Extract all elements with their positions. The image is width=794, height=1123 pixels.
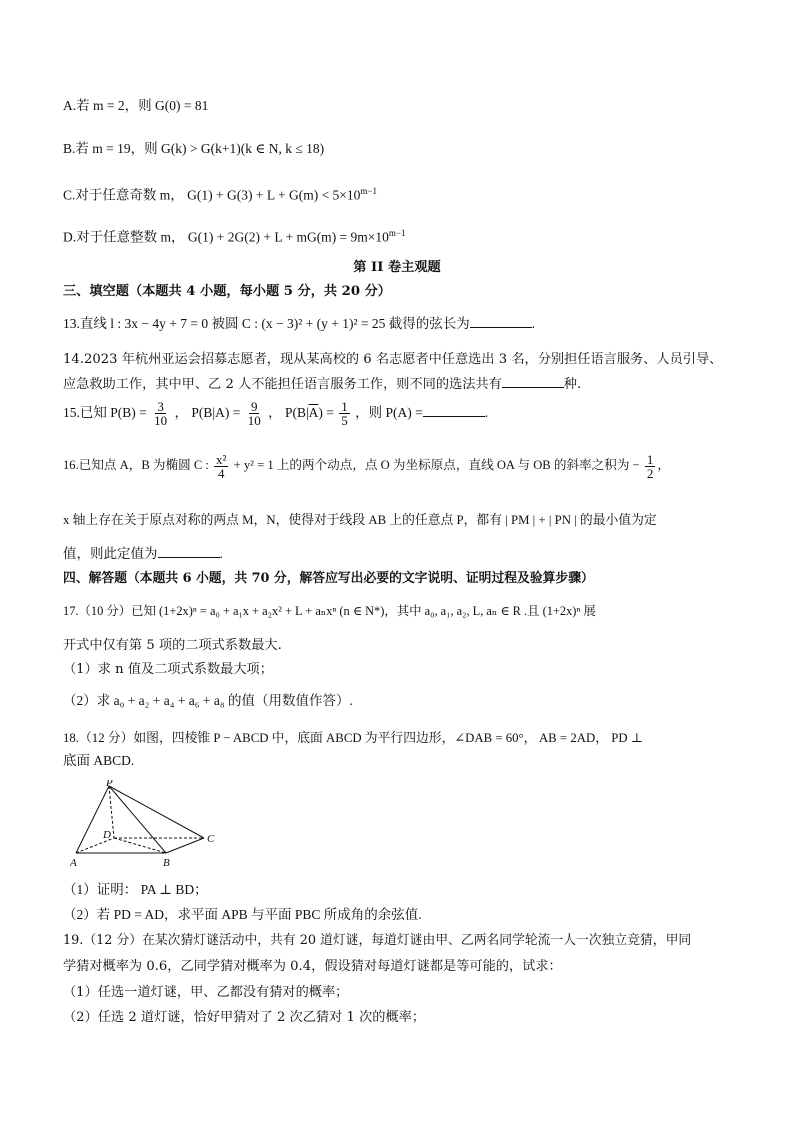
question-16-line3: 值，则此定值为 . — [63, 546, 223, 561]
question-18-sub1: （1）证明： PA ⊥ BD； — [63, 882, 208, 897]
edge-pa — [76, 786, 109, 853]
numerator: 1 — [341, 399, 348, 415]
q15-post: ，则 P(A) = — [355, 405, 423, 420]
q15-mid2: ， P(B| — [268, 405, 309, 420]
section-title: 第 II 卷主观题 — [353, 260, 441, 275]
question-14-text: 应急救助工作，其中甲、乙 2 人不能担任语言服务工作，则不同的选法共有 — [63, 377, 502, 392]
q16-mid: + y² = 1 上的两个动点，点 O 为坐标原点，直线 OA 与 OB 的斜率之积为 − — [233, 458, 640, 472]
denominator: 10 — [154, 413, 168, 429]
pyramid-figure — [70, 780, 230, 870]
answer-blank — [502, 375, 564, 388]
q15-pre: 15.已知 P(B) = — [63, 405, 147, 420]
question-17-line2: 开式中仅有第 5 项的二项式系数最大. — [63, 638, 282, 653]
edge-bc — [166, 838, 204, 853]
q16-pre: 16.已知点 A，B 为椭圆 C : — [63, 458, 209, 472]
option-d — [63, 224, 406, 247]
question-14-line1: 14.2023 年杭州亚运会招募志愿者，现从某高校的 6 名志愿者中任意选出 3 名，分别担任语言服务、人员引导、 — [63, 352, 723, 367]
option-c-exponent: m−1 — [360, 186, 377, 196]
edge-pc — [109, 786, 204, 838]
part3-heading: 三、填空题（本题共 4 小题，每小题 5 分，共 20 分） — [63, 284, 391, 299]
label-a: A — [70, 857, 77, 869]
label-b: B — [163, 857, 170, 869]
fraction — [246, 400, 263, 427]
question-14-line2 — [63, 375, 581, 394]
numerator: 9 — [250, 399, 258, 415]
label-p: P — [106, 780, 113, 789]
answer-blank — [470, 315, 532, 328]
fraction — [339, 400, 350, 427]
label-c: C — [207, 833, 215, 845]
q16-end: ， — [657, 458, 670, 472]
numerator: 1 — [646, 451, 654, 467]
q15-mid1: ， P(B|A) = — [174, 405, 241, 420]
question-17-line1: 17.（10 分）已知 (1+2x)ⁿ = a₀ + a₁x + a₂x² + L + aₙxⁿ (n ∈ N*)，其中 a₀, a₁, a₂, L, aₙ ∈ R .且 (1+2x)ⁿ 展 — [63, 604, 596, 618]
option-a: A.若 m = 2，则 G(0) = 81 — [63, 98, 209, 113]
edge-pb — [109, 786, 166, 853]
option-d-exponent: m−1 — [388, 228, 406, 238]
fraction — [152, 400, 169, 427]
question-13: 13.直线 l : 3x − 4y + 7 = 0 被圆 C : (x − 3)² + (y + 1)² = 25 截得的弦长为 . — [63, 316, 536, 331]
question-19-sub2: （2）任选 2 道灯谜，恰好甲猜对了 2 次乙猜对 1 次的概率； — [63, 1010, 426, 1025]
part4-heading: 四、解答题（本题共 6 小题，共 70 分，解答应写出必要的文字说明、证明过程及验算步骤） — [63, 571, 594, 586]
q16-line3-text: 值，则此定值为 — [63, 546, 158, 561]
question-17-sub2: （2）求 a₀ + a₂ + a₄ + a₆ + a₈ 的值（用数值作答）. — [63, 693, 353, 708]
fraction — [214, 453, 228, 480]
edge-db-hidden — [114, 838, 166, 853]
q15-mid3: ) = — [318, 405, 334, 420]
question-14-tail: 种. — [563, 377, 582, 392]
question-19-line2: 学猜对概率为 0.6，乙同学猜对概率为 0.4，假设猜对每道灯谜都是等可能的，试求： — [63, 959, 562, 974]
question-18-line1: 18.（12 分）如图，四棱锥 P − ABCD 中，底面 ABCD 为平行四边形，∠DAB = 60°， AB = 2AD， PD ⊥ — [63, 731, 643, 745]
denominator: 10 — [247, 413, 261, 429]
numerator: 3 — [157, 399, 164, 415]
question-16-line2: x 轴上存在关于原点对称的两点 M，N，使得对于线段 AB 上的任意点 P，都有 | PM | + | PN | 的最小值为定 — [63, 513, 657, 527]
a-complement: $\overline{A}$ — [308, 405, 319, 420]
question-13-text: 13.直线 l : 3x − 4y + 7 = 0 被圆 C : (x − 3)² + (y + 1)² = 25 截得的弦长为 — [63, 316, 470, 331]
option-d-text: D.对于任意整数 m， G(1) + 2G(2) + L + mG(m) = 9m×10 — [63, 229, 389, 245]
question-15: 15.已知 P(B) = $\frac{3}{10}$ ， P(B|A) = $\frac{9}{10}$ ， $P(B|\overline{A})$ = $\frac{1}{5}$ ，则 P(A) = . — [63, 399, 489, 429]
denominator: 5 — [341, 413, 348, 429]
question-17-sub1: （1）求 n 值及二项式系数最大项； — [63, 662, 273, 677]
question-16-line1 — [63, 450, 670, 480]
question-19-line1: 19.（12 分）在某次猜灯谜活动中，共有 20 道灯谜，每道灯谜由甲、乙两名同学轮流一人一次独立竞猜，甲同 — [63, 933, 692, 948]
option-b: B.若 m = 19，则 G(k) > G(k+1)(k ∈ N, k ≤ 18) — [63, 141, 325, 156]
denominator: 4 — [218, 465, 225, 481]
fraction — [645, 453, 656, 480]
label-d: D — [103, 829, 111, 841]
question-18-sub2: （2）若 PD = AD，求平面 APB 与平面 PBC 所成角的余弦值. — [63, 907, 422, 922]
answer-blank — [158, 545, 220, 558]
question-19-sub1: （1）任选一道灯谜，甲、乙都没有猜对的概率； — [63, 985, 349, 1000]
denominator: 2 — [646, 465, 654, 481]
answer-blank — [423, 404, 485, 417]
option-c — [63, 182, 377, 205]
numerator: x² — [216, 451, 227, 467]
option-c-text: C.对于任意奇数 m， G(1) + G(3) + L + G(m) < 5×10 — [63, 187, 361, 203]
question-18-line2: 底面 ABCD. — [63, 753, 135, 768]
